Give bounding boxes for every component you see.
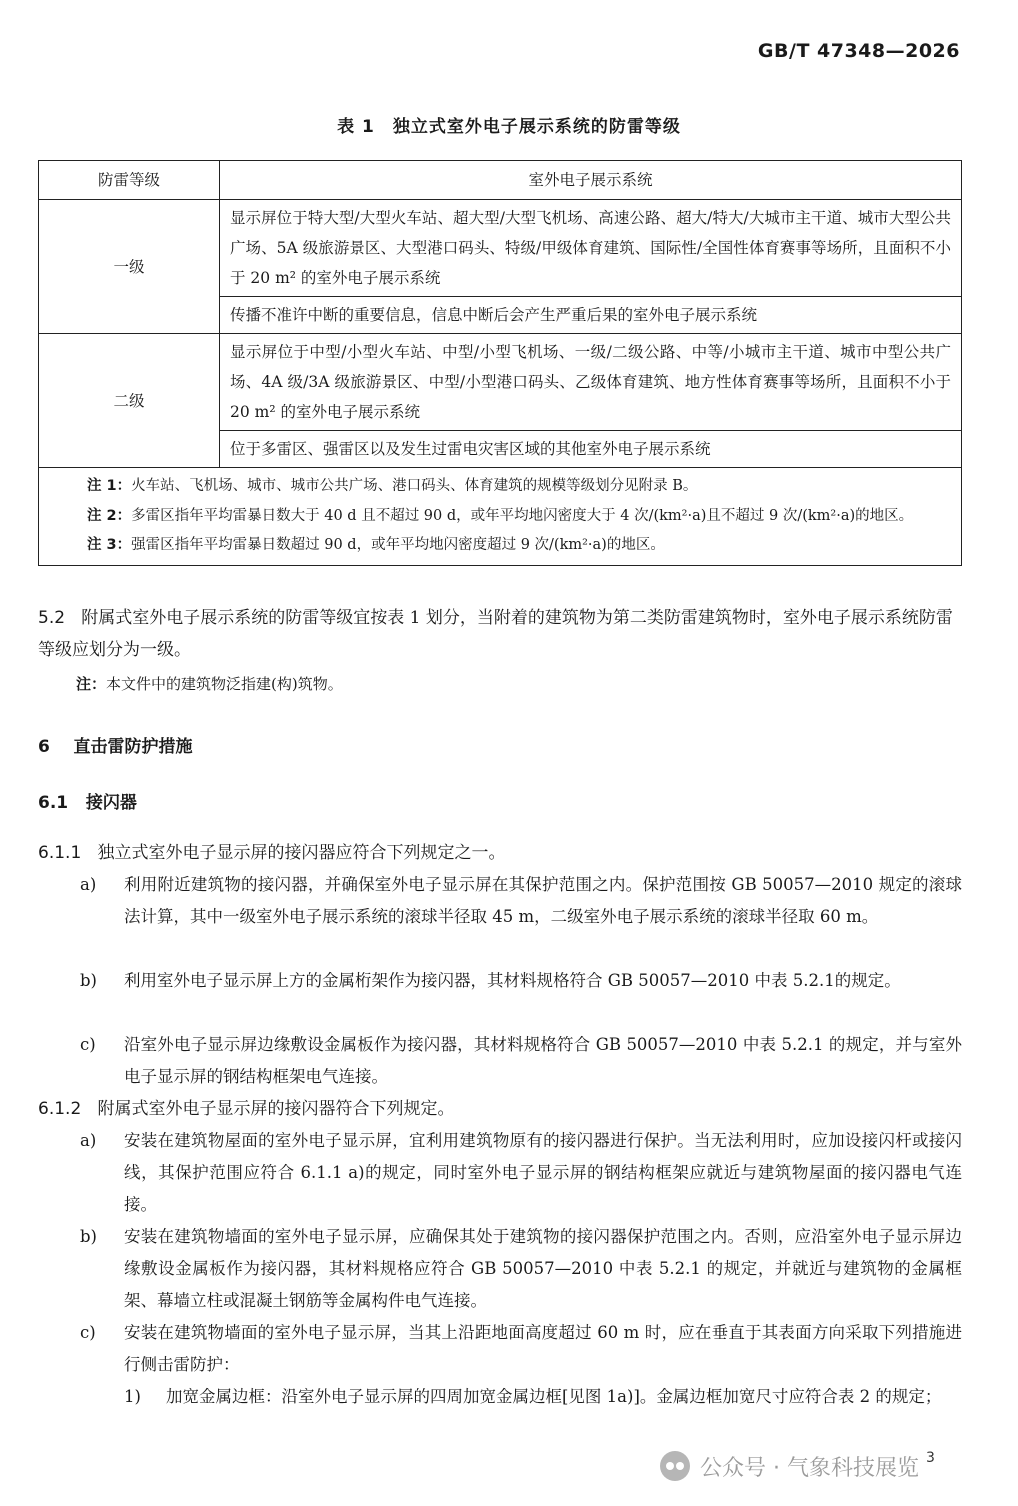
system-cell: 传播不准许中断的重要信息，信息中断后会产生严重后果的室外电子展示系统 xyxy=(220,297,962,334)
section-title: 接闪器 xyxy=(85,793,137,813)
level-cell: 一级 xyxy=(39,200,220,334)
clause-text: 附属式室外电子显示屏的接闪器符合下列规定。 xyxy=(97,1099,455,1119)
section-number: 6.1 xyxy=(38,793,69,813)
note-text: 强雷区指年平均雷暴日数超过 90 d，或年平均地闪密度超过 9 次/(km²·a)的地区。 xyxy=(131,537,665,553)
note-label: 注 1： xyxy=(87,478,132,494)
list-item: 安装在建筑物墙面的室外电子显示屏，应确保其处于建筑物的接闪器保护范围之内。否则，应沿室外电子显示屏边缘敷设金属板作为接闪器，其材料规格应符合 GB 50057—2010 中表 5.2.1 的规定，并就近与建筑物的金属框架、幕墙立柱或混凝土钢筋等金属构件电气连接。 xyxy=(124,1227,962,1310)
item-label: a) xyxy=(80,875,97,894)
list-item: 安装在建筑物墙面的室外电子显示屏，当其上沿距地面高度超过 60 m 时，应在垂直于其表面方向采取下列措施进行侧击雷防护： xyxy=(124,1323,962,1374)
col-header-level: 防雷等级 xyxy=(39,161,220,200)
table-row xyxy=(39,200,962,297)
system-cell: 显示屏位于中型/小型火车站、中型/小型飞机场、一级/二级公路、中等/小城市主干道、城市中型公共广场、4A 级/3A 级旅游景区、中型/小型港口码头、乙级体育建筑、地方性体育赛事等场所，且面积不小于 20 m² 的室外电子展示系统 xyxy=(220,334,962,431)
section-6-1-heading xyxy=(38,787,962,819)
note-3 xyxy=(87,531,951,561)
table-notes xyxy=(39,468,962,566)
col-header-system: 室外电子展示系统 xyxy=(220,161,962,200)
section-number: 6 xyxy=(38,737,50,757)
note-label: 注 2： xyxy=(87,507,132,524)
list-item: 利用室外电子显示屏上方的金属桁架作为接闪器，其材料规格符合 GB 50057—2010 中表 5.2.1的规定。 xyxy=(124,971,901,990)
page-number: 3 xyxy=(926,1450,935,1466)
wechat-icon xyxy=(660,1451,690,1481)
note-label: 注 3： xyxy=(87,537,132,553)
note-text: 本文件中的建筑物泛指建(构)筑物。 xyxy=(106,675,343,693)
table-notes-row xyxy=(39,468,962,566)
clause-5-2 xyxy=(38,602,962,666)
table-row xyxy=(39,334,962,431)
watermark xyxy=(660,1444,919,1488)
clause-number: 5.2 xyxy=(38,608,66,628)
note-label: 注： xyxy=(76,675,107,693)
clause-6-1-1 xyxy=(38,837,962,869)
item-label: b) xyxy=(80,1227,97,1246)
list-item: 沿室外电子显示屏边缘敷设金属板作为接闪器，其材料规格符合 GB 50057—2010 中表 5.2.1 的规定，并与室外电子显示屏的钢结构框架电气连接。 xyxy=(124,1035,962,1086)
lightning-grade-table xyxy=(38,160,962,566)
note-1 xyxy=(87,472,951,502)
item-label: b) xyxy=(80,971,97,990)
sub-list-item: 加宽金属边框：沿室外电子显示屏的四周加宽金属边框[见图 1a)]。金属边框加宽尺寸应符合表 2 的规定； xyxy=(166,1387,942,1406)
item-label: a) xyxy=(80,1131,97,1150)
section-6-heading xyxy=(38,731,962,763)
table-header-row xyxy=(39,161,962,200)
clause-text: 附属式室外电子展示系统的防雷等级宜按表 1 划分，当附着的建筑物为第二类防雷建筑物时，室外电子展示系统防雷等级应划分为一级。 xyxy=(38,608,953,660)
item-label: c) xyxy=(80,1035,96,1054)
system-cell: 位于多雷区、强雷区以及发生过雷电灾害区域的其他室外电子展示系统 xyxy=(220,431,962,468)
standard-code: GB/T 47348—2026 xyxy=(757,40,960,62)
clause-number: 6.1.1 xyxy=(38,843,82,863)
section-title: 直击雷防护措施 xyxy=(73,737,193,757)
sub-item-label: 1) xyxy=(124,1387,141,1406)
item-label: c) xyxy=(80,1323,96,1342)
note-text: 火车站、飞机场、城市、城市公共广场、港口码头、体育建筑的规模等级划分见附录 B。 xyxy=(131,478,698,494)
table-title: 表 1 独立式室外电子展示系统的防雷等级 xyxy=(337,117,681,137)
clause-number: 6.1.2 xyxy=(38,1099,82,1119)
system-cell: 显示屏位于特大型/大型火车站、超大型/大型飞机场、高速公路、超大/特大/大城市主干道、城市大型公共广场、5A 级旅游景区、大型港口码头、特级/甲级体育建筑、国际性/全国性体育赛事等场所，且面积不小于 20 m² 的室外电子展示系统 xyxy=(220,200,962,297)
note-2 xyxy=(87,502,951,532)
clause-text: 独立式室外电子显示屏的接闪器应符合下列规定之一。 xyxy=(97,843,506,863)
note-text: 多雷区指年平均雷暴日数大于 40 d 且不超过 90 d，或年平均地闪密度大于 4 次/(km²·a)且不超过 9 次/(km²·a)的地区。 xyxy=(131,507,914,524)
list-item: 安装在建筑物屋面的室外电子显示屏，宜利用建筑物原有的接闪器进行保护。当无法利用时，应加设接闪杆或接闪线，其保护范围应符合 6.1.1 a)的规定，同时室外电子显示屏的钢结构框架应就近与建筑物屋面的接闪器电气连接。 xyxy=(124,1131,962,1214)
level-cell: 二级 xyxy=(39,334,220,468)
clause-6-1-2 xyxy=(38,1093,962,1125)
watermark-text: 公众号 · 气象科技展览 xyxy=(700,1455,919,1481)
list-item: 利用附近建筑物的接闪器，并确保室外电子显示屏在其保护范围之内。保护范围按 GB 50057—2010 规定的滚球法计算，其中一级室外电子展示系统的滚球半径取 45 m，二级室外电子展示系统的滚球半径取 60 m。 xyxy=(124,875,962,926)
clause-5-2-note xyxy=(76,668,1000,700)
